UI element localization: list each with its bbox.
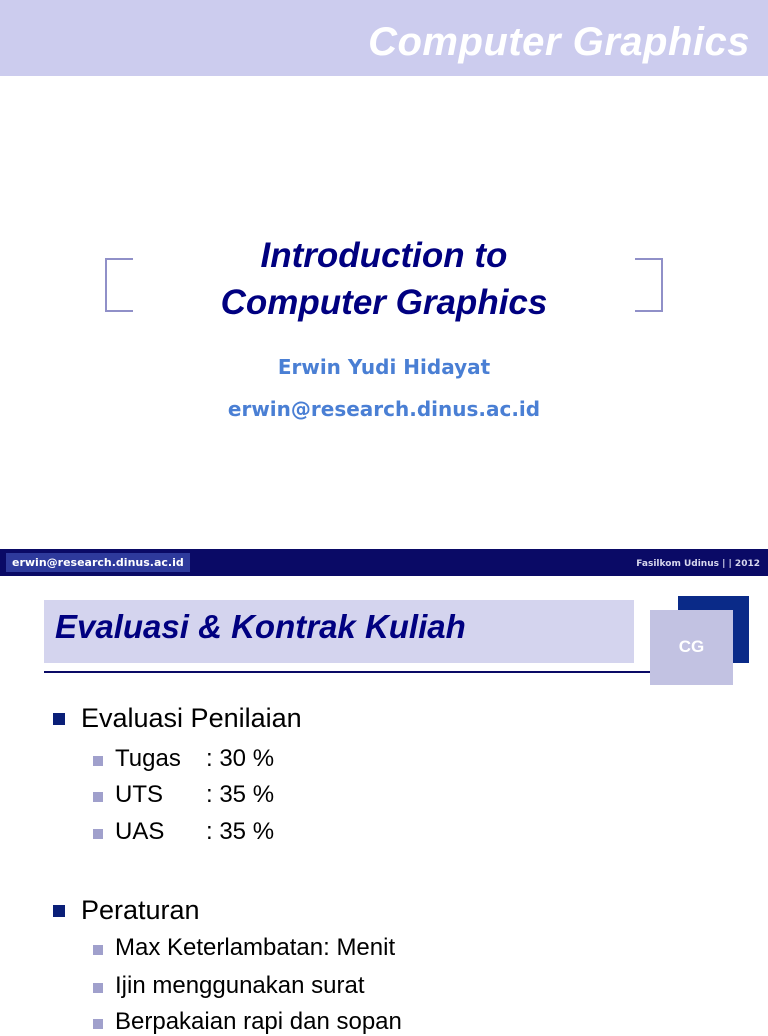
small-square-bullet-icon <box>93 792 103 802</box>
footer-institution: Fasilkom Udinus | | 2012 <box>636 559 760 569</box>
section-heading-peraturan: Peraturan <box>81 895 200 925</box>
slide1-title-line2: Computer Graphics <box>220 283 548 322</box>
slide2-title: Evaluasi & Kontrak Kuliah <box>55 608 466 645</box>
rule-item: Ijin menggunakan surat <box>115 972 365 999</box>
rule-item: Berpakaian rapi dan sopan <box>115 1008 402 1035</box>
small-square-bullet-icon <box>93 756 103 766</box>
grade-item-name: Tugas <box>115 745 181 772</box>
slide2-title-underline <box>44 671 684 673</box>
grade-item-name: UAS <box>115 818 165 845</box>
grade-item-value: : 35 % <box>206 781 275 808</box>
slide1-header-title: Computer Graphics <box>368 20 750 64</box>
author-name: Erwin Yudi Hidayat <box>277 355 491 379</box>
grade-item-value: : 30 % <box>206 745 275 772</box>
cg-badge-label: CG <box>678 637 705 656</box>
small-square-bullet-icon <box>93 983 103 993</box>
grade-item-name: UTS <box>115 781 163 808</box>
small-square-bullet-icon <box>93 945 103 955</box>
rule-item: Max Keterlambatan: Menit <box>115 934 396 961</box>
author-email: erwin@research.dinus.ac.id <box>227 397 541 421</box>
slide1-title-line1: Introduction to <box>260 236 508 275</box>
small-square-bullet-icon <box>93 829 103 839</box>
footer-email: erwin@research.dinus.ac.id <box>6 553 190 572</box>
small-square-bullet-icon <box>93 1019 103 1029</box>
square-bullet-icon <box>53 905 65 917</box>
section-heading-evaluasi: Evaluasi Penilaian <box>81 703 302 733</box>
grade-item-value: : 35 % <box>206 818 275 845</box>
square-bullet-icon <box>53 713 65 725</box>
